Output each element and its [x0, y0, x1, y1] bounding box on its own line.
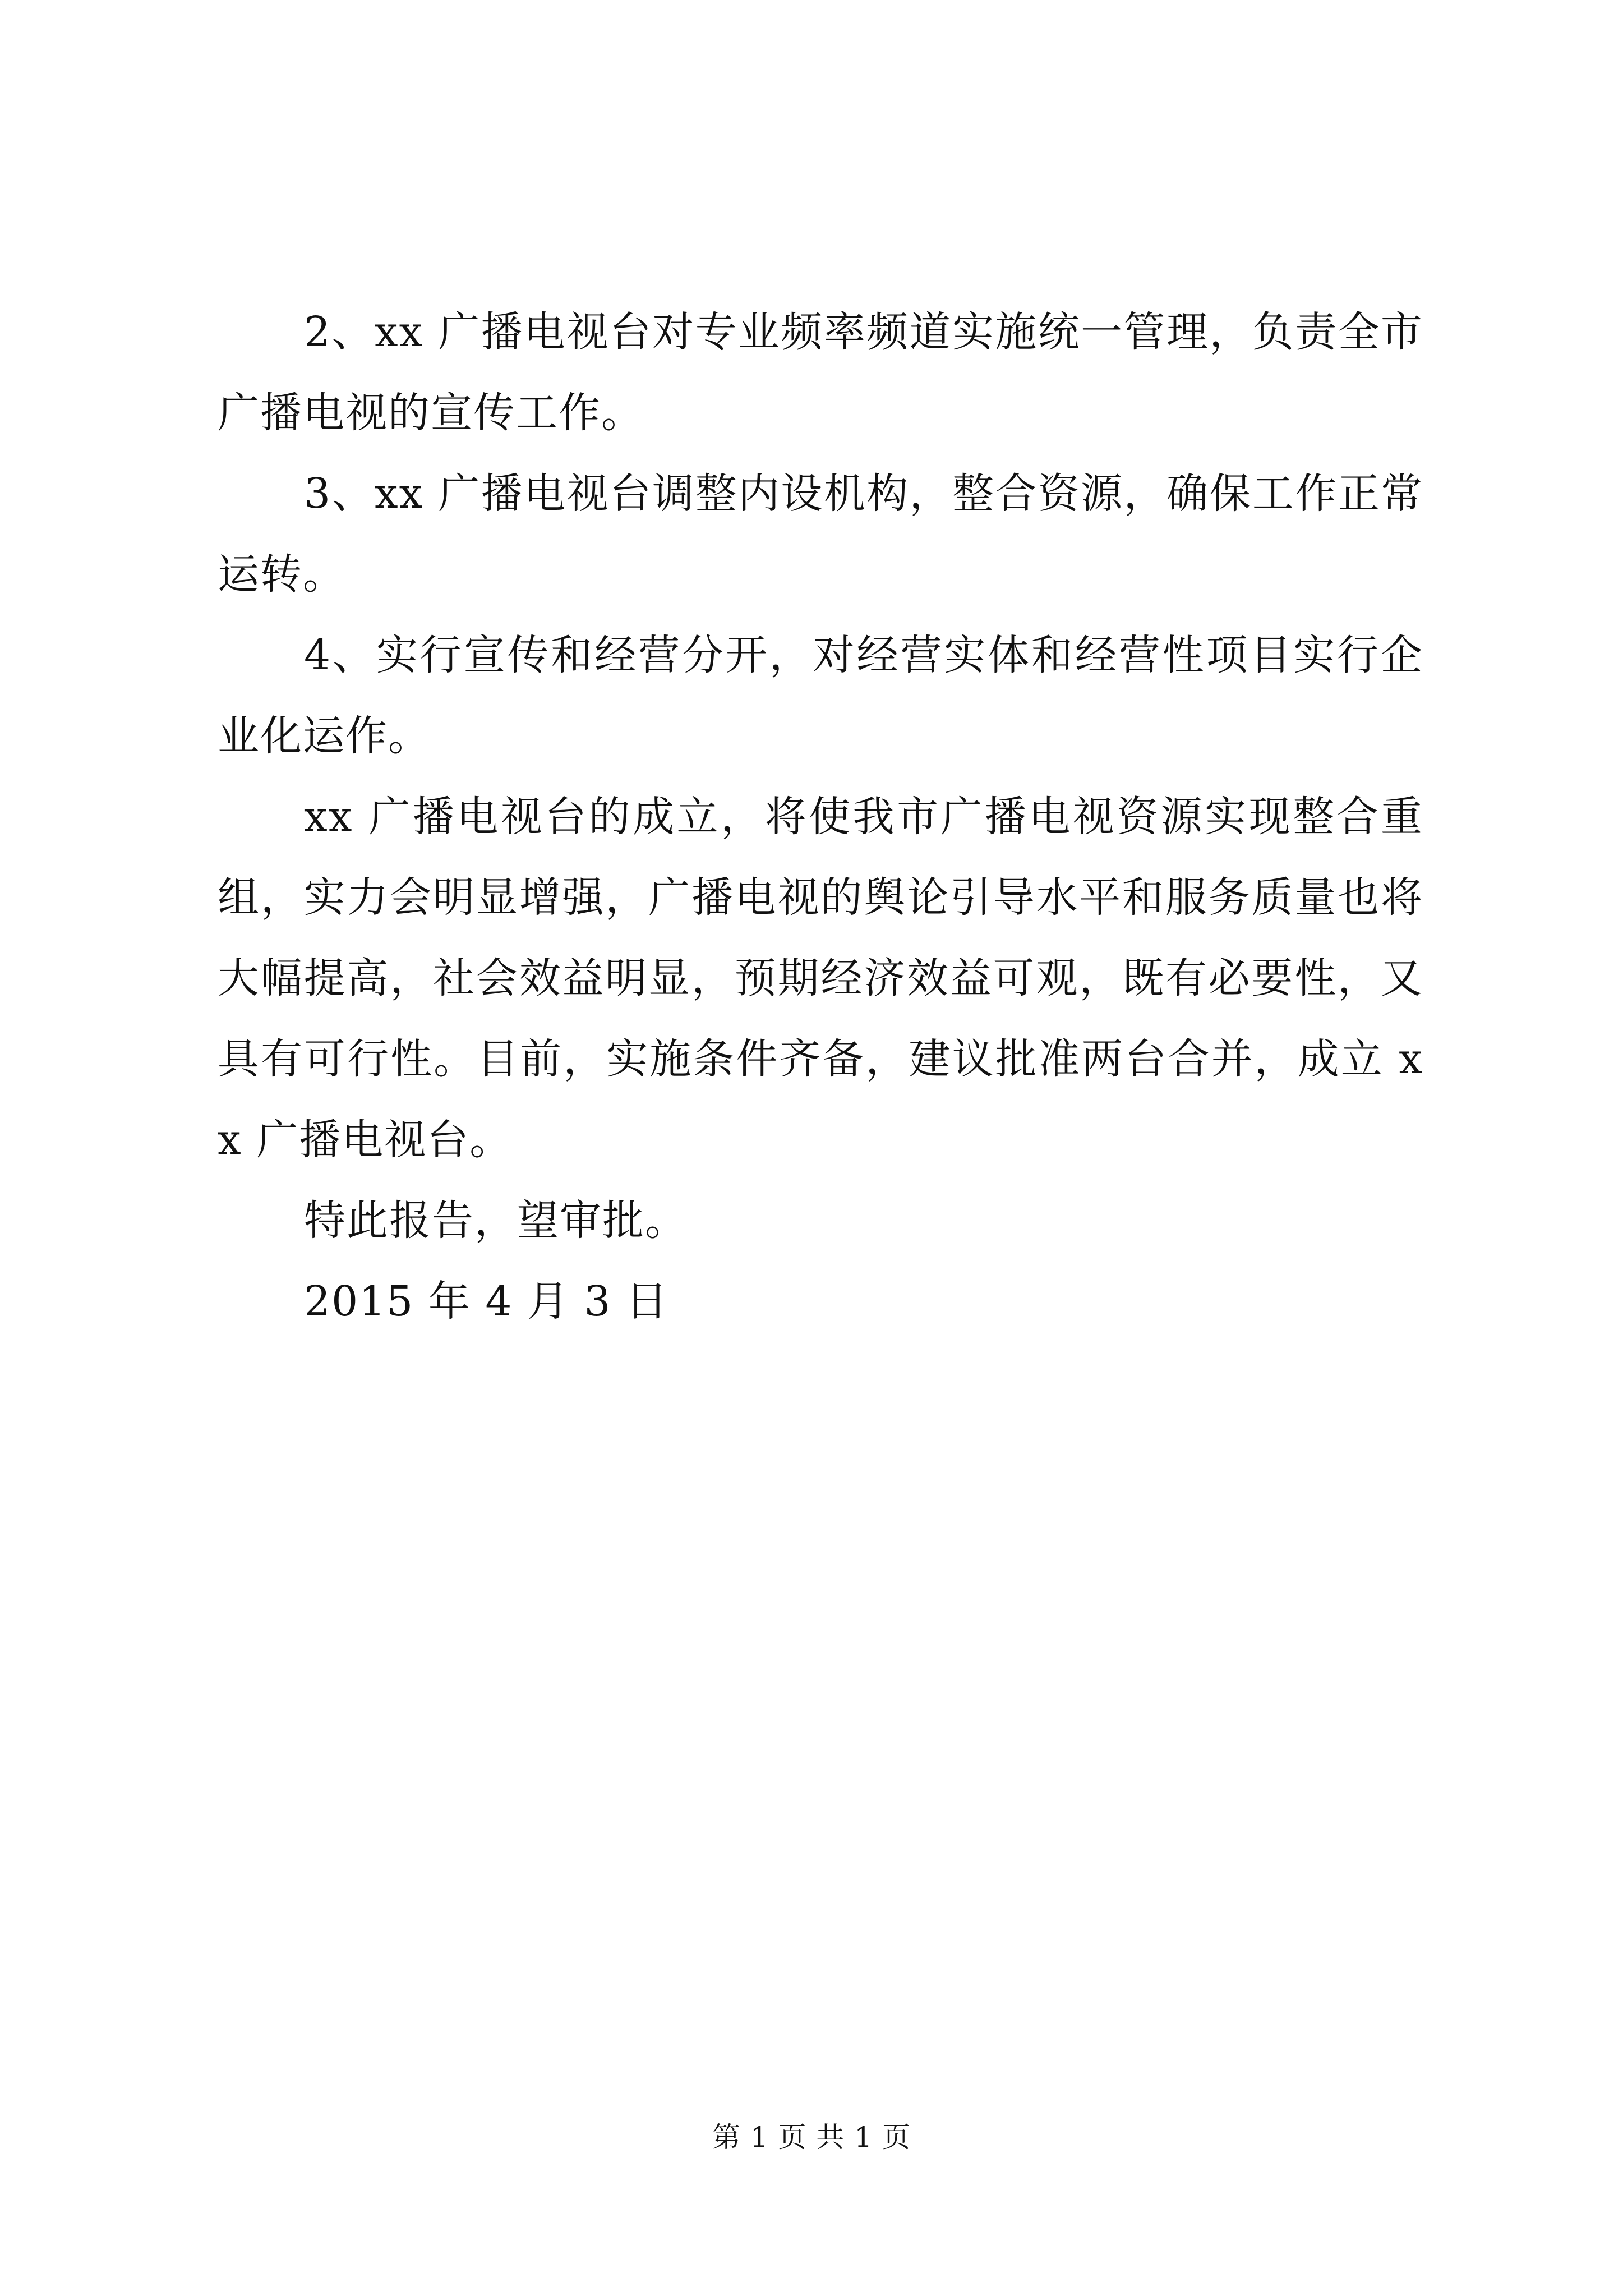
document-body — [218, 292, 1423, 1342]
paragraph-item-2: 2、xx 广播电视台对专业频率频道实施统一管理，负责全市广播电视的宣传工作。 — [218, 308, 1423, 437]
paragraph-item-4: 4、实行宣传和经营分开，对经营实体和经营性项目实行企业化运作。 — [218, 631, 1423, 760]
document-date: 2015 年 4 月 3 日 — [304, 1277, 669, 1326]
paragraph-conclusion: xx 广播电视台的成立，将使我市广播电视资源实现整合重组，实力会明显增强，广播电视的舆论引导水平和服务质量也将大幅提高，社会效益明显，预期经济效益可观，既有必要性，又具有可行性。目前，实施条件齐备，建议批准两台合并，成立 xx 广播电视台。 — [218, 793, 1423, 1164]
page-footer: 第 1 页 共 1 页 — [712, 2121, 911, 2154]
paragraph-request: 特此报告，望审批。 — [304, 1197, 688, 1245]
paragraph-item-3: 3、xx 广播电视台调整内设机构，整合资源，确保工作正常运转。 — [218, 470, 1423, 599]
